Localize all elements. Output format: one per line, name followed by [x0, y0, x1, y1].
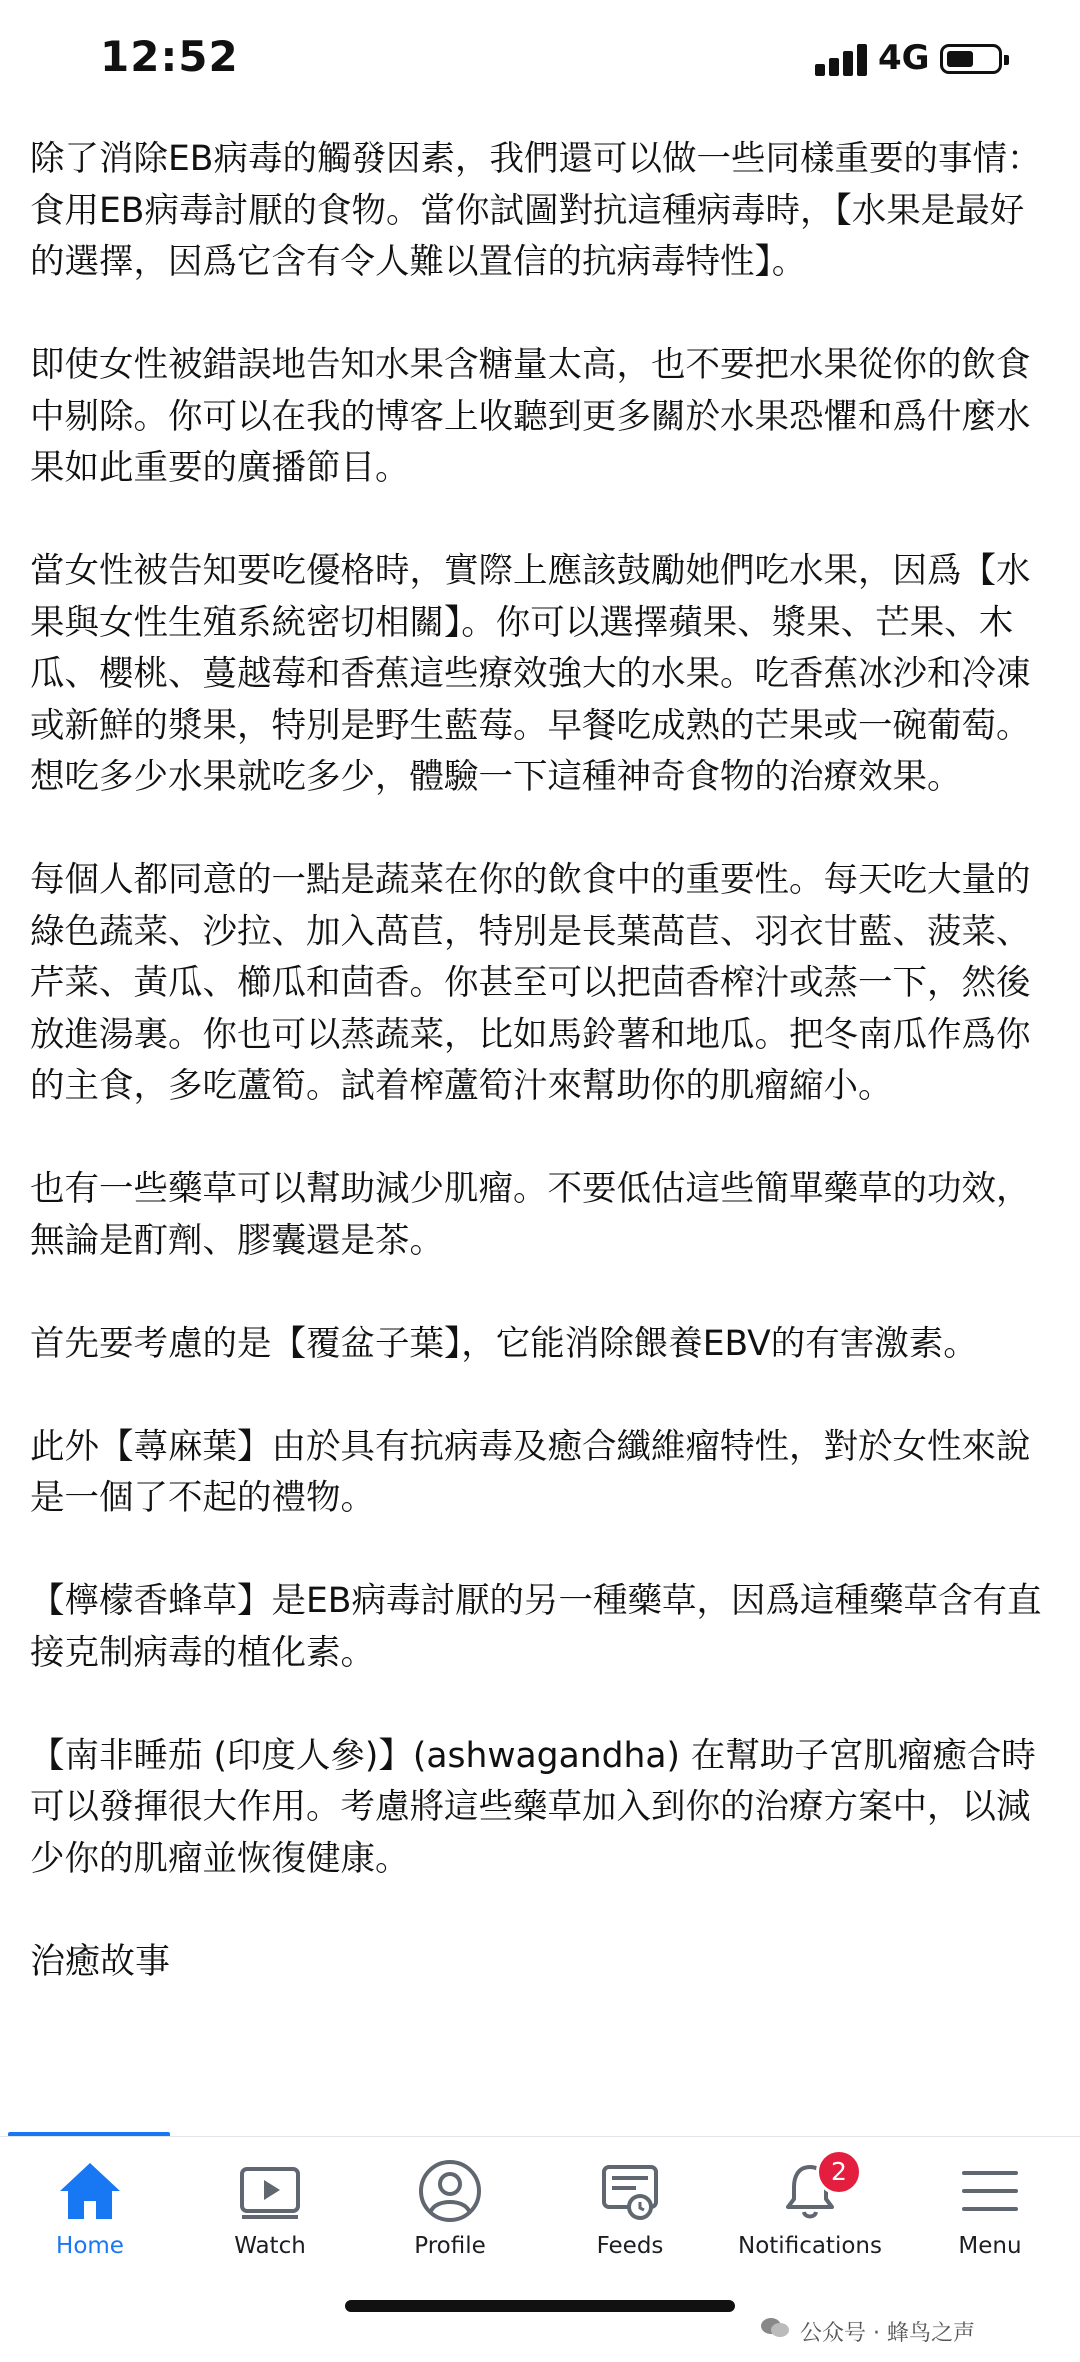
notification-badge: 2 [816, 2149, 862, 2195]
hamburger-icon [956, 2157, 1024, 2225]
article-paragraphs [30, 134, 1050, 1988]
article-paragraph: 首先要考慮的是【覆盆子葉】，它能消除餵養EBV的有害激素。 [30, 1323, 978, 1364]
tab-label: Menu [958, 2233, 1022, 2259]
cellular-signal-icon [815, 44, 867, 76]
article-paragraph: 即使女性被錯誤地告知水果含糖量太高，也不要把水果從你的飲食中剔除。你可以在我的博客上收聽到更多關於水果恐懼和爲什麼水果如此重要的廣播節目。 [30, 345, 1031, 488]
status-bar [0, 0, 1080, 110]
tab-label: Notifications [738, 2233, 882, 2259]
tab-label: Profile [414, 2233, 486, 2259]
tab-notifications[interactable] [720, 2137, 900, 2267]
article-paragraph: 每個人都同意的一點是蔬菜在你的飲食中的重要性。每天吃大量的綠色蔬菜、沙拉、加入萵苣，特別是長葉萵苣、羽衣甘藍、菠菜、芹菜、黃瓜、櫛瓜和茴香。你甚至可以把茴香榨汁或蒸一下，然後放進湯裏。你也可以蒸蔬菜，比如馬鈴薯和地瓜。把冬南瓜作爲你的主食，多吃蘆筍。試着榨蘆筍汁來幫助你的肌瘤縮小。 [30, 860, 1031, 1106]
section-heading: 治癒故事 [30, 1941, 171, 1982]
video-icon [236, 2157, 304, 2225]
home-icon [56, 2157, 124, 2225]
tab-label: Watch [234, 2233, 306, 2259]
home-indicator[interactable] [345, 2300, 735, 2312]
wechat-logo-icon [760, 2316, 790, 2340]
profile-icon [416, 2157, 484, 2225]
article-paragraph: 當女性被告知要吃優格時，實際上應該鼓勵她們吃水果，因爲【水果與女性生殖系統密切相關】。你可以選擇蘋果、漿果、芒果、木瓜、櫻桃、蔓越莓和香蕉這些療效強大的水果。吃香蕉冰沙和冷凍或新鮮的漿果，特別是野生藍莓。早餐吃成熟的芒果或一碗葡萄。想吃多少水果就吃多少，體驗一下這種神奇食物的治療效果。 [30, 551, 1031, 797]
battery-icon [940, 44, 1002, 74]
tab-label: Home [56, 2233, 124, 2259]
status-time: 12:52 [100, 32, 239, 81]
tab-watch[interactable] [180, 2137, 360, 2267]
watermark [760, 2322, 1080, 2362]
tab-menu[interactable] [900, 2137, 1080, 2267]
article-paragraph: 此外【蕁麻葉】由於具有抗病毒及癒合纖維瘤特性，對於女性來說是一個了不起的禮物。 [30, 1426, 1031, 1518]
tab-label: Feeds [596, 2233, 664, 2259]
article-paragraph: 【南非睡茄 (印度人參)】(ashwagandha) 在幫助子宮肌瘤癒合時可以發揮很大作用。考慮將這些藥草加入到你的治療方案中，以減少你的肌瘤並恢復健康。 [30, 1735, 1036, 1879]
watermark-text: 公众号 · 蜂鸟之声 [800, 2321, 975, 2346]
article-paragraph: 也有一些藥草可以幫助減少肌瘤。不要低估這些簡單藥草的功效，無論是酊劑、膠囊還是茶。 [30, 1169, 1031, 1261]
network-type: 4G [878, 38, 930, 78]
tab-home[interactable] [0, 2137, 180, 2267]
feeds-icon [596, 2157, 664, 2225]
article-content[interactable] [30, 92, 1050, 2132]
article-paragraph: 除了消除EB病毒的觸發因素，我們還可以做一些同樣重要的事情：食用EB病毒討厭的食物。當你試圖對抗這種病毒時，【水果是最好的選擇，因爲它含有令人難以置信的抗病毒特性】。 [30, 139, 1042, 282]
tab-profile[interactable] [360, 2137, 540, 2267]
article-paragraph: 【檸檬香蜂草】是EB病毒討厭的另一種藥草，因爲這種藥草含有直接克制病毒的植化素。 [30, 1581, 1042, 1673]
tab-feeds[interactable] [540, 2137, 720, 2267]
